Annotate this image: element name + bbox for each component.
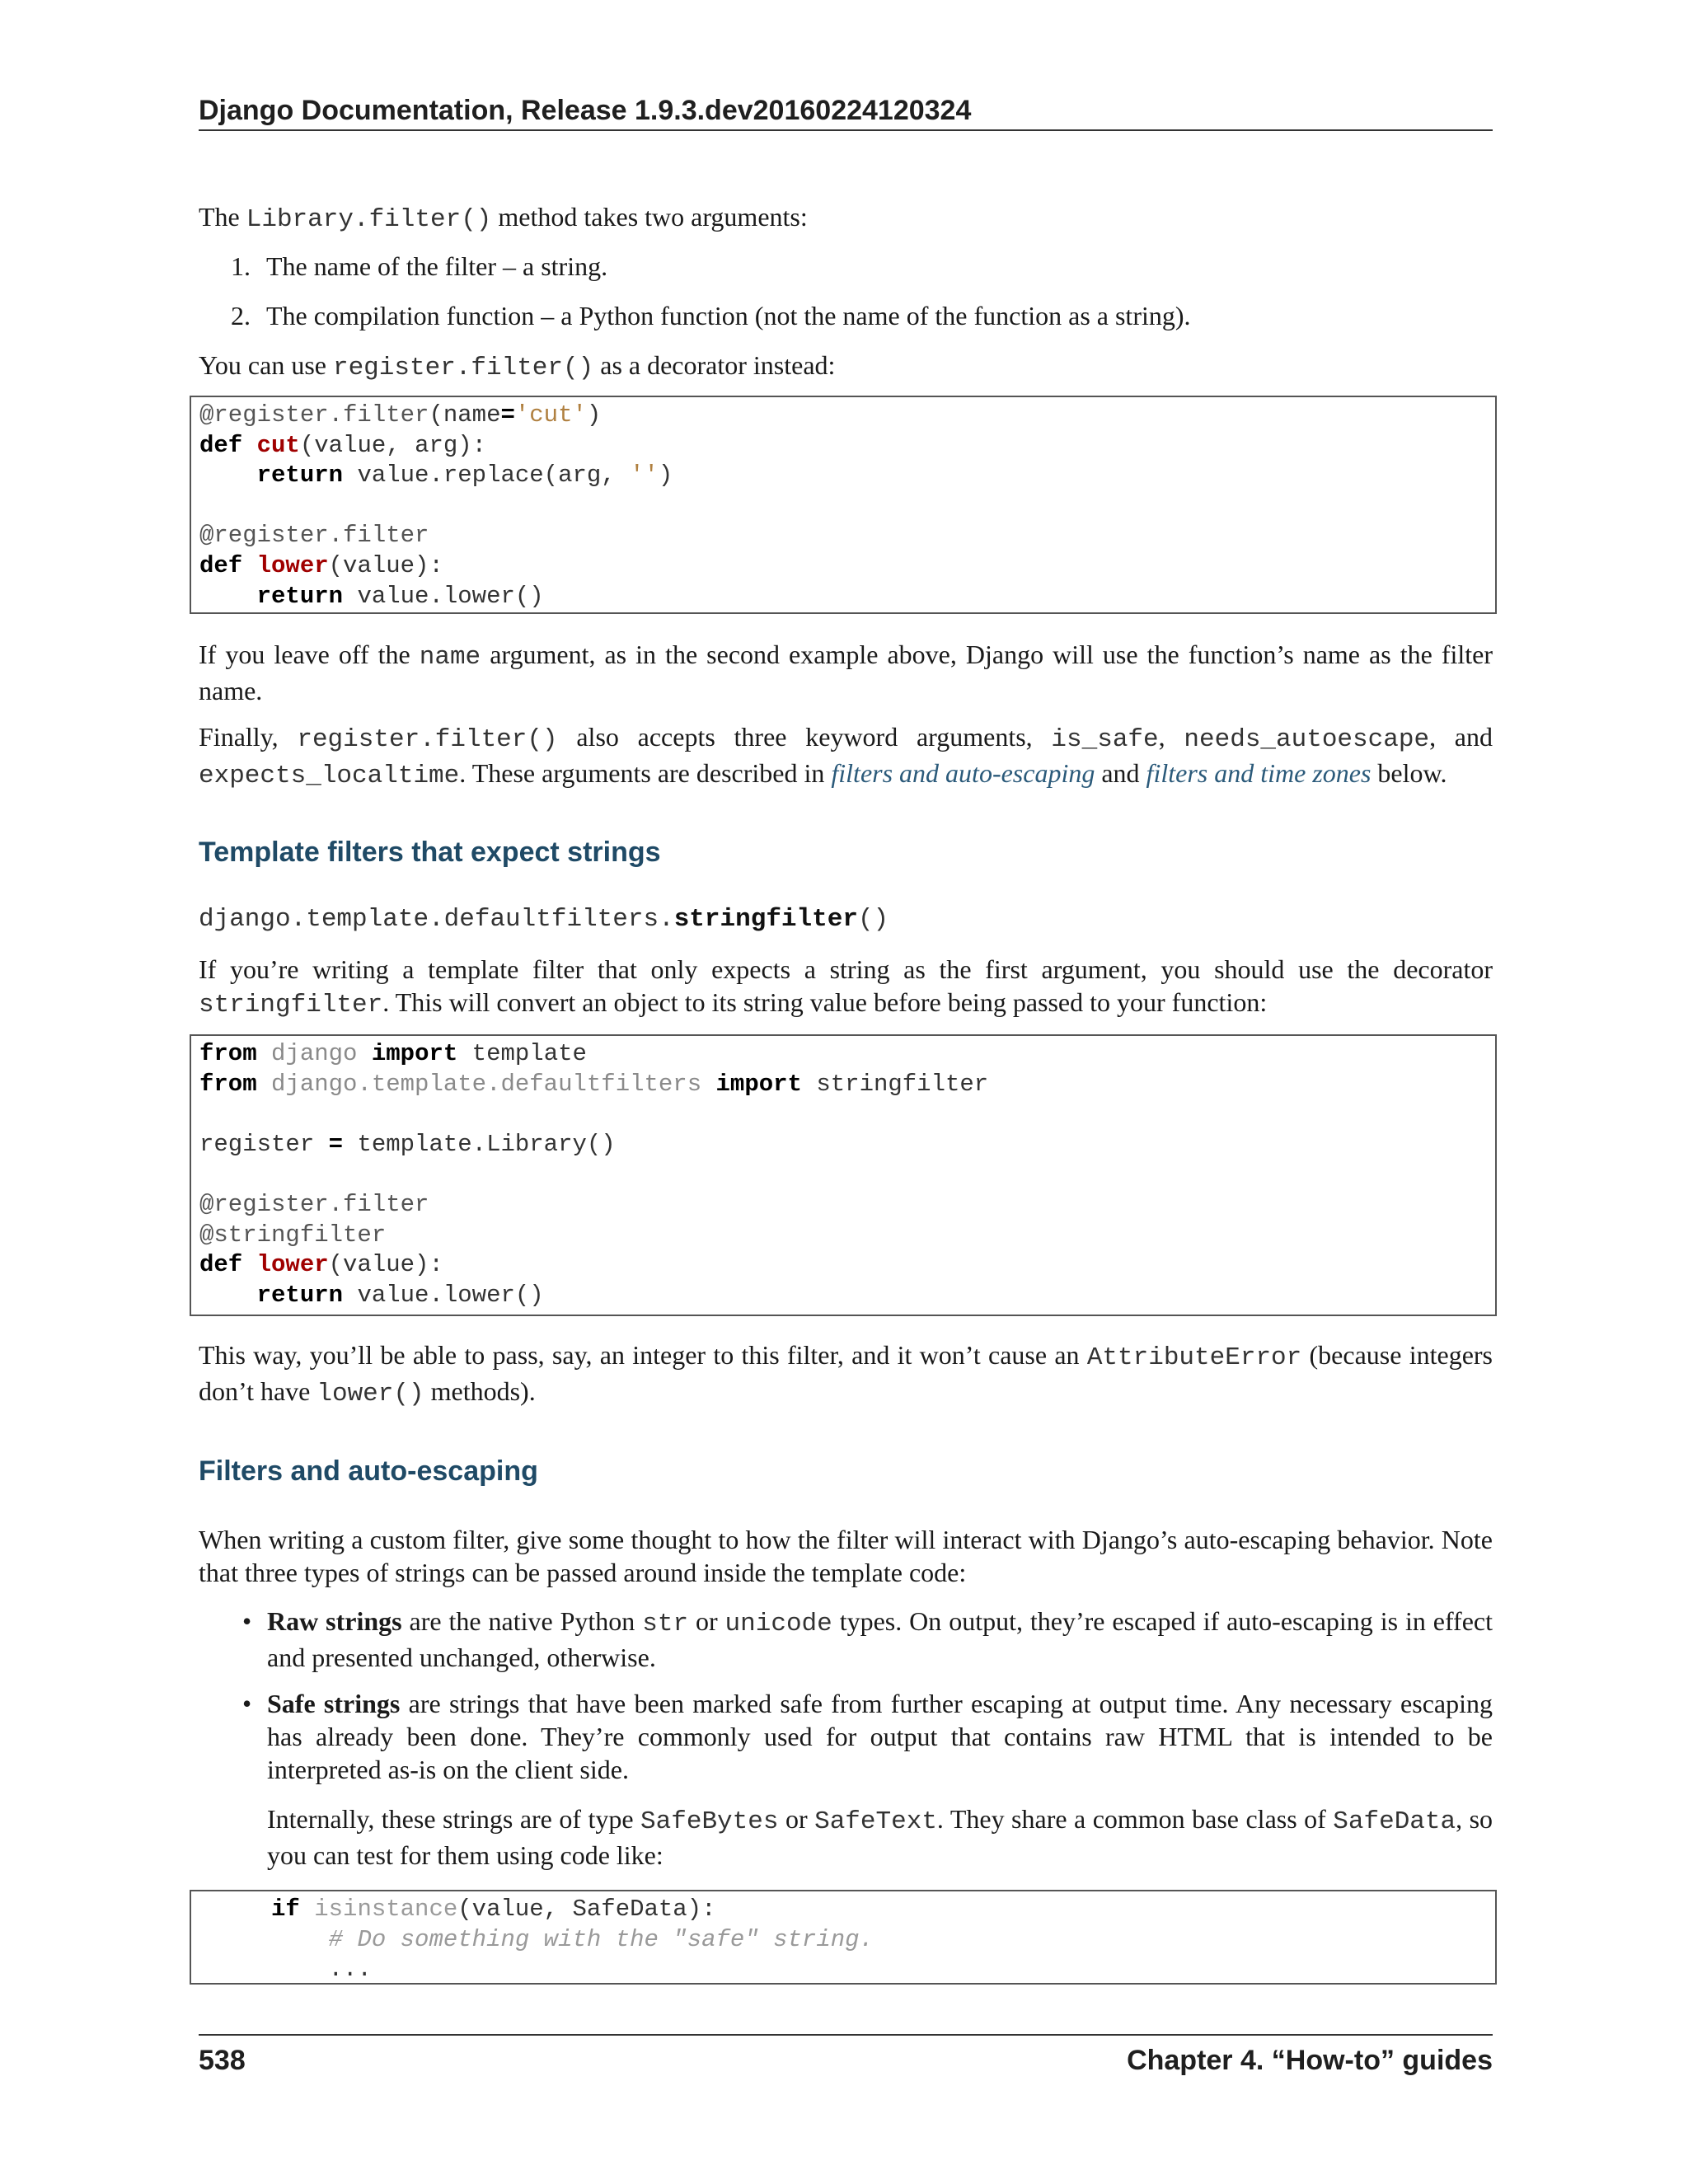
function-name: stringfilter [673, 905, 858, 934]
stringfilter-paragraph: If you’re writing a template filter that only expects a string as the first argument, you should use the decorator stringfilter. This will convert an object to its string value before being passed to your function: [199, 954, 1493, 1019]
name-argument-paragraph: If you leave off the name argument, as in the second example above, Django will use the function’s name as the filter name. [199, 640, 1493, 705]
section-heading: Template filters that expect strings [199, 837, 661, 868]
code-line: def lower(value): [199, 1251, 443, 1279]
keyword-arguments-paragraph: Finally, register.filter() also accepts three keyword arguments, is_safe, needs_autoescape, and expects_localtime. These arguments are described in filters and auto-escaping and filters and time zones below. [199, 722, 1493, 790]
bullet: • [242, 1689, 252, 1718]
code-line: return value.replace(arg, '') [256, 462, 673, 490]
code-line: def lower(value): [199, 551, 443, 579]
code-line-blank [199, 491, 1495, 522]
inline-code: unicode [724, 1610, 832, 1638]
inline-code: is_safe [1051, 725, 1159, 754]
inline-code: SafeData [1333, 1807, 1456, 1836]
bullet: • [242, 1606, 252, 1636]
code-line: @register.filter [199, 1190, 429, 1218]
code-line: @register.filter(name='cut') [199, 401, 602, 429]
section-heading: Filters and auto-escaping [199, 1455, 538, 1487]
inline-code: stringfilter [199, 991, 383, 1019]
chapter-title: Chapter 4. “How-to” guides [1127, 2045, 1493, 2076]
inline-code: str [642, 1610, 689, 1638]
header-rule [199, 129, 1493, 131]
code-line: if isinstance(value, SafeData): [271, 1896, 716, 1923]
code-line: @stringfilter [199, 1221, 387, 1249]
auto-escaping-intro-paragraph: When writing a custom filter, give some thought to how the filter will interact with Django’s auto-escaping behavior. Note that three types of strings can be passed around inside the template code: [199, 1525, 1493, 1587]
inline-code: needs_autoescape [1184, 725, 1430, 754]
code-line: from django import template [199, 1040, 587, 1067]
code-line: @register.filter [199, 522, 429, 550]
inline-code: SafeText [814, 1807, 937, 1836]
list-number: 2. [231, 301, 251, 330]
safe-strings-internal-paragraph: Internally, these strings are of type SafeBytes or SafeText. They share a common base class of SafeData, so you can test for them using code like: [267, 1804, 1493, 1870]
bullet-raw-strings: Raw strings are the native Python str or unicode types. On output, they’re escaped if auto-escaping is in effect and presented unchanged, otherwise. [267, 1606, 1493, 1672]
code-line: from django.template.defaultfilters import stringfilter [199, 1070, 989, 1098]
function-signature: django.template.defaultfilters.stringfilter() [199, 905, 889, 934]
page-number: 538 [199, 2045, 246, 2076]
code-line-blank [199, 1099, 1495, 1130]
link-filters-and-auto-escaping[interactable]: filters and auto-escaping [831, 758, 1095, 788]
list-item-text: The compilation function – a Python function (not the name of the function as a string). [266, 301, 1191, 330]
code-block [190, 396, 1497, 614]
list-number: 1. [231, 251, 251, 281]
decorator-paragraph: You can use register.filter() as a decorator instead: [199, 350, 836, 382]
inline-code: name [419, 643, 481, 672]
code-line: return value.lower() [256, 582, 544, 610]
intro-paragraph: The Library.filter() method takes two arguments: [199, 202, 808, 234]
code-line: ... [328, 1956, 372, 1984]
bullet-safe-strings: Safe strings are strings that have been marked safe from further escaping at output time. Any necessary escaping has already been done. They’re commonly used for output that contains raw HTML that is intended to be interpreted as-is on the client side. [267, 1689, 1493, 1784]
code-line: register = template.Library() [199, 1130, 616, 1158]
running-header: Django Documentation, Release 1.9.3.dev20160224120324 [199, 95, 972, 126]
code-line-blank [199, 1160, 1495, 1190]
inline-code: register.filter() [297, 725, 558, 754]
inline-code: Library.filter() [246, 205, 492, 234]
attributeerror-paragraph: This way, you’ll be able to pass, say, an integer to this filter, and it won’t cause an AttributeError (because integers don’t have lower() methods). [199, 1340, 1493, 1408]
footer-rule [199, 2034, 1493, 2036]
inline-code: expects_localtime [199, 762, 460, 790]
code-block [190, 1890, 1497, 1985]
inline-code: SafeBytes [640, 1807, 779, 1836]
code-line: # Do something with the "safe" string. [328, 1925, 874, 1953]
code-line: return value.lower() [256, 1281, 544, 1309]
inline-code: register.filter() [332, 354, 594, 382]
list-item-text: The name of the filter – a string. [266, 251, 608, 281]
link-filters-and-time-zones[interactable]: filters and time zones [1146, 758, 1372, 788]
code-block [190, 1034, 1497, 1316]
inline-code: lower() [316, 1380, 424, 1408]
inline-code: AttributeError [1086, 1343, 1302, 1372]
code-line: def cut(value, arg): [199, 431, 487, 459]
